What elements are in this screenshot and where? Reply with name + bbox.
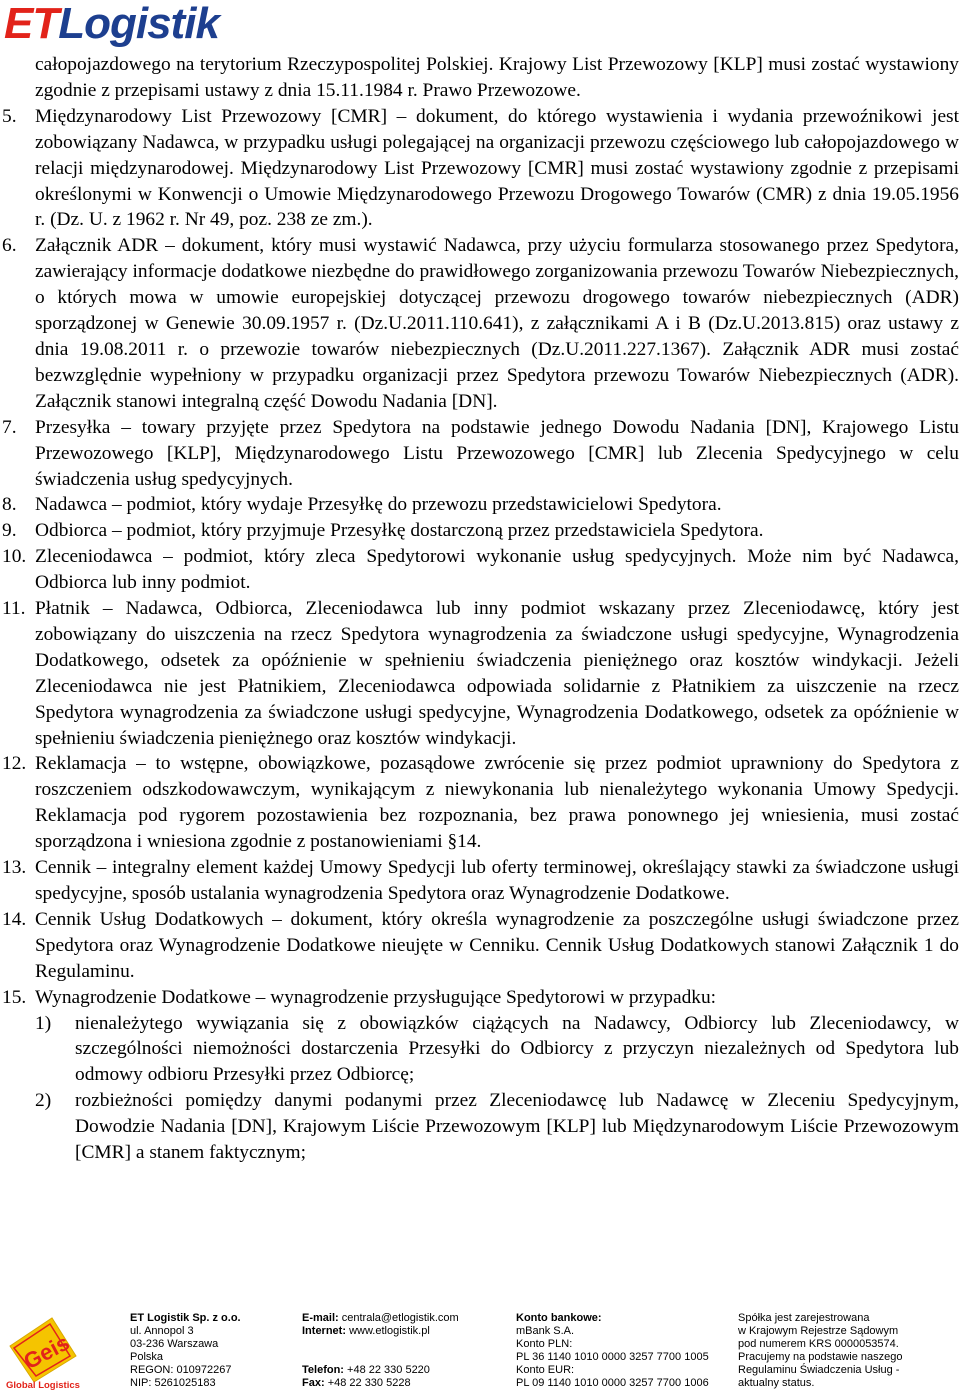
item-number: 8. <box>2 494 17 516</box>
item-number: 9. <box>2 520 17 542</box>
additional-fee-sublist <box>0 1011 960 1166</box>
company-city: 03-236 Warszawa <box>130 1338 219 1350</box>
continuation-paragraph: całopojazdowego na terytorium Rzeczypospolitej Polskiej. Krajowy List Przewozowy [KLP] musi zostać wystawiony zgodnie z przepisami ustawy z dnia 15.11.1984 r. Prawo Przewozowe. <box>35 54 959 101</box>
company-street: ul. Annopol 3 <box>130 1325 194 1337</box>
list-item <box>0 544 959 596</box>
item-number: 10. <box>2 546 27 568</box>
item-text: Reklamacja – to wstępne, obowiązkowe, pozasądowe zwrócenie się przez podmiot uprawniony do Spedytora z roszczeniem odszkodowawczym, wynikającym z niewykonania lub nienależytego wykonania Umowy Spedycji. Reklamacja pod rygorem pozostawienia bez rozpoznania, bez prawa ponownego jej wniesienia, musi zostać sporządzona i wniesiona zgodnie z postanowieniami §14. <box>35 753 959 853</box>
sub-item-number: 1) <box>35 1012 52 1034</box>
company-country: Polska <box>130 1351 164 1363</box>
list-item <box>0 415 959 493</box>
company-regon: REGON: 010972267 <box>130 1364 232 1376</box>
list-item <box>0 985 959 1011</box>
item-text: Cennik Usług Dodatkowych – dokument, który określa wynagrodzenie za poszczególne usługi świadczone przez Spedytora oraz Wynagrodzenie Dodatkowe nieujęte w Cenniku. Cennik Usług Dodatkowych stanowi Załącznik 1 do Regulaminu. <box>35 908 959 982</box>
item-number: 13. <box>2 857 27 879</box>
item-text: Międzynarodowy List Przewozowy [CMR] – dokument, do którego wystawienia i wydania przewoźnikowi jest zobowiązany Nadawca, w przypadku usługi polegającej na organizacji przewozu częściowego lub całopojazdowego w relacji międzynarodowej. Międzynarodowy List Przewozowy [CMR] musi zostać wystawiony zgodnie z przepisami określonymi w Konwencji o Umowie Międzynarodowego Przewozu Drogowego Towarów (CMR) z dnia 19.05.1956 r. (Dz. U. z 1962 r. Nr 49, poz. 238 ze zm.). <box>35 105 959 231</box>
item-text: Płatnik – Nadawca, Odbiorca, Zleceniodawca lub inny podmiot wskazany przez Zleceniodawcę, który jest zobowiązany do uiszczenia na rzecz Spedytora wynagrodzenia za świadczone usługi spedycyjne, Wynagrodzenia Dodatkowego, odsetek za opóźnienie w spełnieniu świadczenia pieniężnego oraz kosztów windykacji. Jeżeli Zleceniodawca nie jest Płatnikiem, Zleceniodawca odpowiada solidarnie z Płatnikiem za uiszczenie na rzecz Spedytora wynagrodzenia za świadczone usługi spedycyjne, Wynagrodzenia Dodatkowego, odsetek za opóźnienie w spełnieniu świadczenia pieniężnego oraz kosztów windykacji. <box>35 598 959 749</box>
logo-et: ET <box>4 0 59 48</box>
item-number: 11. <box>2 598 26 620</box>
item-number: 14. <box>2 908 27 930</box>
item-number: 5. <box>2 105 17 127</box>
item-number: 12. <box>2 753 27 775</box>
list-item <box>0 492 959 518</box>
phone-number: +48 22 330 5220 <box>347 1364 430 1376</box>
item-number: 15. <box>2 986 27 1008</box>
website-link[interactable]: www.etlogistik.pl <box>349 1325 430 1337</box>
item-number: 7. <box>2 416 17 438</box>
item-text: Przesyłka – towary przyjęte przez Spedytora na podstawie jednego Dowodu Nadania [DN], Krajowego Listu Przewozowego [KLP], Międzynarodowego Listu Przewozowego [CMR] lub Zlecenia Spedycyjnego w celu świadczenia usług spedycyjnych. <box>35 416 959 490</box>
sub-item-text: rozbieżności pomiędzy danymi podanymi przez Zleceniodawcę lub Nadawcę w Zleceniu Spedycyjnym, Dowodzie Nadania [DN], Krajowym Liście Przewozowym [KLP] lub Międzynarodowym Liście Przewozowym [CMR] a stanem faktycznym; <box>75 1090 959 1164</box>
logo-logistik: Logistik <box>58 0 219 48</box>
sub-item-number: 2) <box>35 1090 52 1112</box>
footer-bank: Konto bankowe: mBank S.A. Konto PLN: PL 36 1140 1010 0000 3257 7700 1005 Konto EUR: PL 09 1140 1010 0000 3257 7700 1006 <box>516 1312 709 1389</box>
sub-item-text: nienależytego wywiązania się z obowiązków ciążących na Nadawcy, Odbiorcy lub Zleceniodawcy, w szczególności niemożności dostarczenia Przesyłki do Odbiorcy z przyczyn niezależnych od Spedytora lub odmowy odbioru Przesyłki przez Odbiorcę; <box>75 1012 959 1086</box>
geis-sub: Global Logistics <box>6 1380 80 1390</box>
footer-company <box>130 1312 241 1390</box>
item-text: Odbiorca – podmiot, który przyjmuje Przesyłkę dostarczoną przez przedstawiciela Spedytora. <box>35 520 764 542</box>
company-nip: NIP: 5261025183 <box>130 1377 216 1389</box>
document-body <box>0 52 960 1166</box>
list-item <box>0 751 959 855</box>
item-text: Załącznik ADR – dokument, który musi wystawić Nadawca, przy użyciu formularza stosowanego przez Spedytora, zawierający informacje dodatkowe niezbędne do prawidłowego zorganizowania przewozu Towarów Niebezpiecznych, o których mowa w umowie europejskiej dotyczącej przewozu drogowego towarów niebezpiecznych (ADR) sporządzonej w Genewie 30.09.1957 r. (Dz.U.2011.110.641), z załącznikami A i B (Dz.U.2013.815) oraz ustawy z dnia 19.08.2011 r. o przewozie towarów niebezpiecznych (Dz.U.2011.227.1367). Załącznik ADR musi zostać bezwzględnie wypełniony w przypadku organizacji przez Spedytora przewozu Towarów Niebezpiecznych (ADR). Załącznik stanowi integralną część Dowodu Nadania [DN]. <box>35 235 959 412</box>
list-item <box>0 104 959 234</box>
list-item <box>0 518 959 544</box>
item-text: Wynagrodzenie Dodatkowe – wynagrodzenie przysługujące Spedytorowi w przypadku: <box>35 986 717 1008</box>
item-text: Nadawca – podmiot, który wydaje Przesyłkę do przewozu przedstawicielowi Spedytora. <box>35 494 722 516</box>
geis-label: Geis <box>19 1329 74 1375</box>
email-link[interactable]: centrala@etlogistik.com <box>341 1312 459 1324</box>
geis-logo-icon <box>4 1312 86 1390</box>
page-footer <box>0 1306 960 1393</box>
company-name: ET Logistik Sp. z o.o. <box>130 1312 241 1324</box>
list-item <box>0 596 959 751</box>
definitions-list <box>0 104 960 1011</box>
list-item <box>0 855 959 907</box>
sub-list-item <box>0 1011 959 1089</box>
item-text: Cennik – integralny element każdej Umowy Spedycji lub oferty terminowej, określający stawki za świadczone usługi spedycyjne, sposób ustalania wynagrodzenia Spedytora oraz Wynagrodzenie Dodatkowe. <box>35 857 959 904</box>
fax-number: +48 22 330 5228 <box>327 1377 411 1389</box>
item-text: Zleceniodawca – podmiot, który zleca Spedytorowi wykonanie usług spedycyjnych. Może nim być Nadawca, Odbiorca lub inny podmiot. <box>35 546 959 594</box>
sub-list-item <box>0 1088 959 1166</box>
list-item <box>0 907 959 985</box>
item-number: 6. <box>2 235 17 257</box>
footer-registry: Spółka jest zarejestrowana w Krajowym Rejestrze Sądowym pod numerem KRS 0000053574. Pracujemy na podstawie naszego Regulaminu Świadczenia Usług - aktualny status. <box>738 1312 903 1389</box>
list-item <box>0 233 959 414</box>
footer-contact: E-mail: centrala@etlogistik.com Internet: www.etlogistik.pl Telefon: +48 22 330 5220 Fax: +48 22 330 5228 <box>302 1312 459 1389</box>
company-logo <box>4 2 219 46</box>
